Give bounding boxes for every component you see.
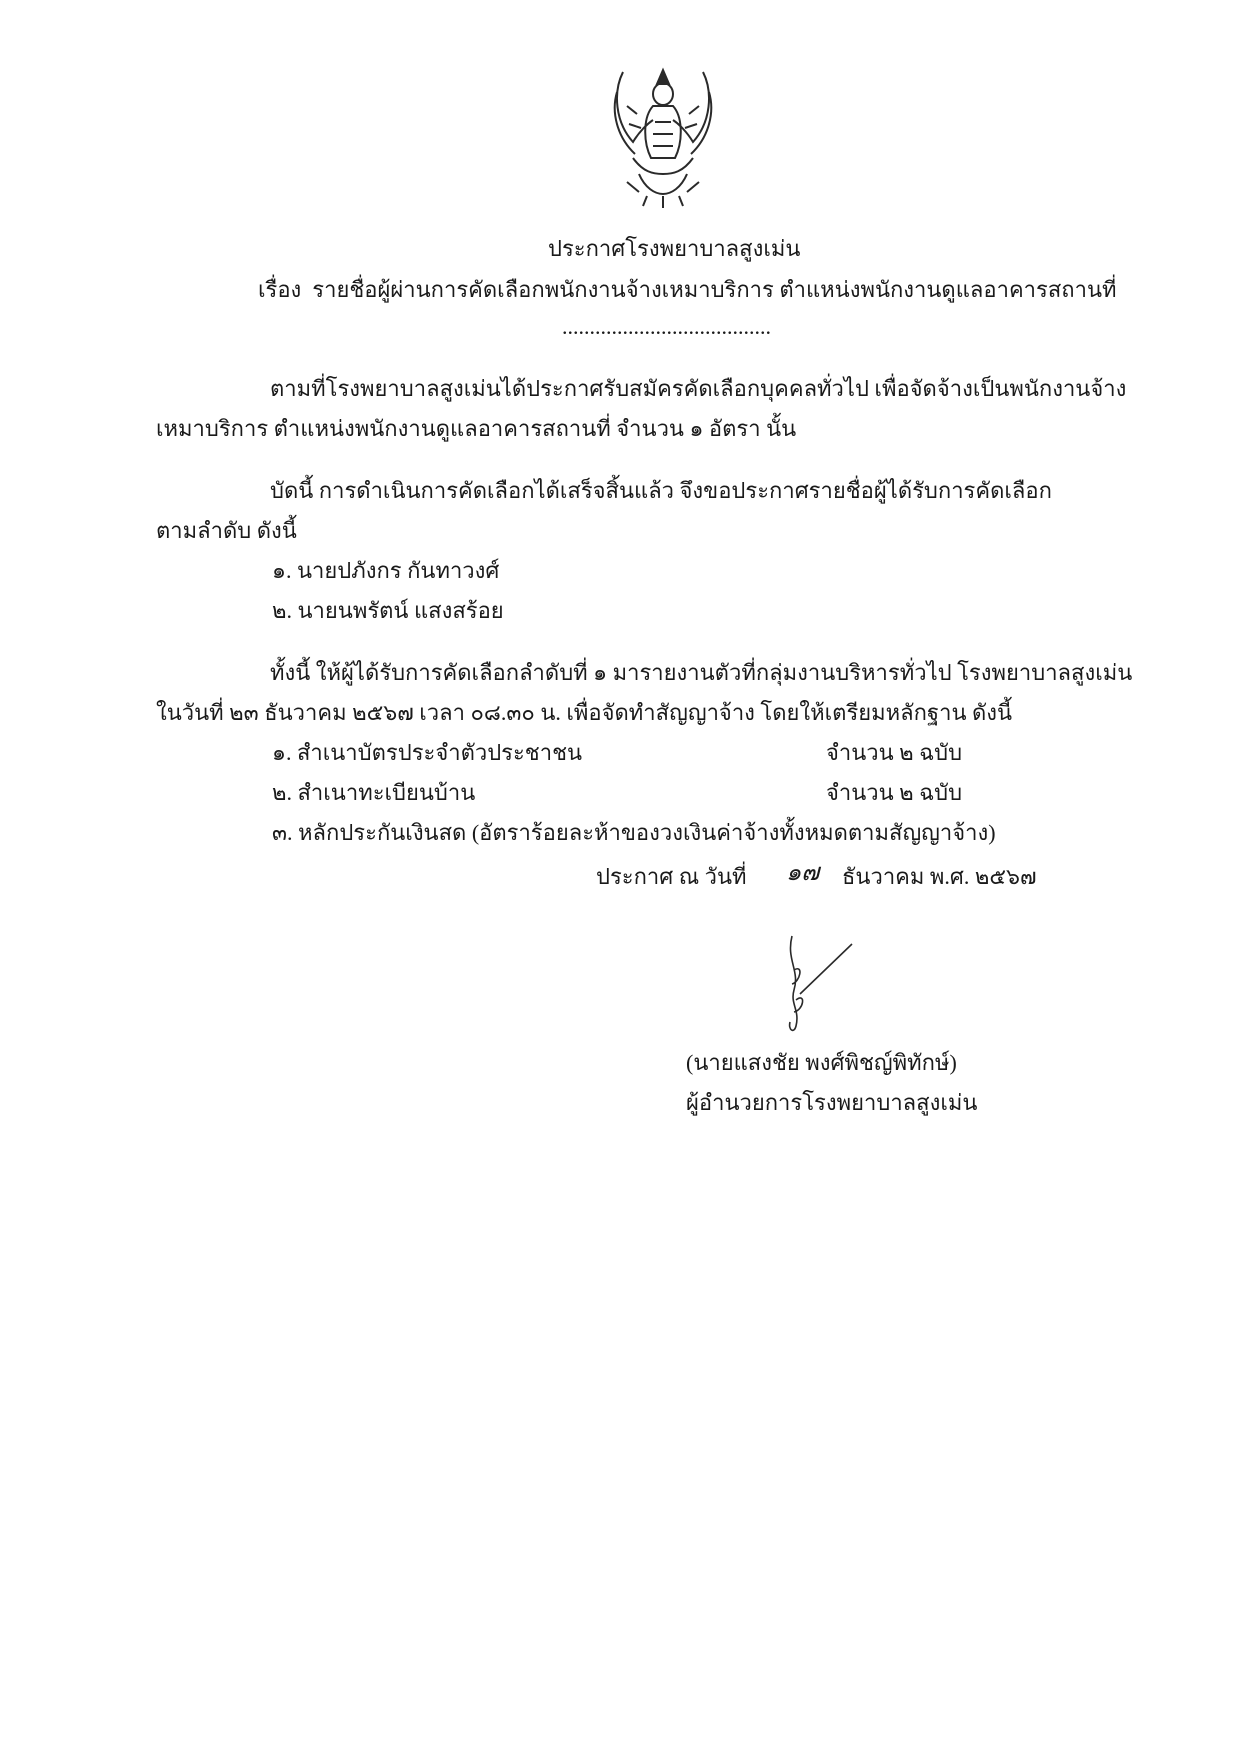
signer-name: (นายแสงชัย พงศ์พิชญ์พิทักษ์) <box>686 1050 957 1075</box>
garuda-emblem-icon <box>603 62 723 210</box>
announcement-date-day: ๑๗ <box>786 860 820 886</box>
document-qty-2: จำนวน ๒ ฉบับ <box>826 780 963 805</box>
para1-line1: ตามที่โรงพยาบาลสูงเม่นได้ประกาศรับสมัครคัดเลือกบุคคลทั่วไป เพื่อจัดจ้างเป็นพนักงานจ้าง <box>270 376 1127 401</box>
announcement-title: ประกาศโรงพยาบาลสูงเม่น <box>548 236 801 261</box>
para1-line2: เหมาบริการ ตำแหน่งพนักงานดูแลอาคารสถานที่ จำนวน ๑ อัตรา นั้น <box>156 416 797 441</box>
selected-candidate-1: ๑. นายปภังกร กันทาวงศ์ <box>272 558 500 583</box>
separator-dots: ...................................... <box>562 314 771 339</box>
document-item-2: ๒. สำเนาทะเบียนบ้าน <box>272 780 476 805</box>
subject-text: รายชื่อผู้ผ่านการคัดเลือกพนักงานจ้างเหมาบริการ ตำแหน่งพนักงานดูแลอาคารสถานที่ <box>312 277 1117 302</box>
subject-label: เรื่อง <box>258 277 302 302</box>
subject-line <box>258 275 1116 305</box>
signer-position: ผู้อำนวยการโรงพยาบาลสูงเม่น <box>686 1090 978 1115</box>
document-qty-1: จำนวน ๒ ฉบับ <box>826 740 963 765</box>
signature-icon <box>770 930 880 1040</box>
document-item-3: ๓. หลักประกันเงินสด (อัตราร้อยละห้าของวงเงินค่าจ้างทั้งหมดตามสัญญาจ้าง) <box>272 820 996 845</box>
para2-line1: บัดนี้ การดำเนินการคัดเลือกได้เสร็จสิ้นแล้ว จึงขอประกาศรายชื่อผู้ได้รับการคัดเลือก <box>270 478 1052 503</box>
para3-line1: ทั้งนี้ ให้ผู้ได้รับการคัดเลือกลำดับที่ ๑ มารายงานตัวที่กลุ่มงานบริหารทั่วไป โรงพยาบาลสูงเม่น <box>270 660 1133 685</box>
para3-line2: ในวันที่ ๒๓ ธันวาคม ๒๕๖๗ เวลา ๐๘.๓๐ น. เพื่อจัดทำสัญญาจ้าง โดยให้เตรียมหลักฐาน ดังนี้ <box>156 700 1013 725</box>
announcement-date-suffix: ธันวาคม พ.ศ. ๒๕๖๗ <box>842 864 1037 889</box>
selected-candidate-2: ๒. นายนพรัตน์ แสงสร้อย <box>272 598 504 623</box>
para2-line2: ตามลำดับ ดังนี้ <box>156 518 297 543</box>
announcement-date-prefix: ประกาศ ณ วันที่ <box>596 864 747 889</box>
document-item-1: ๑. สำเนาบัตรประจำตัวประชาชน <box>272 740 583 765</box>
